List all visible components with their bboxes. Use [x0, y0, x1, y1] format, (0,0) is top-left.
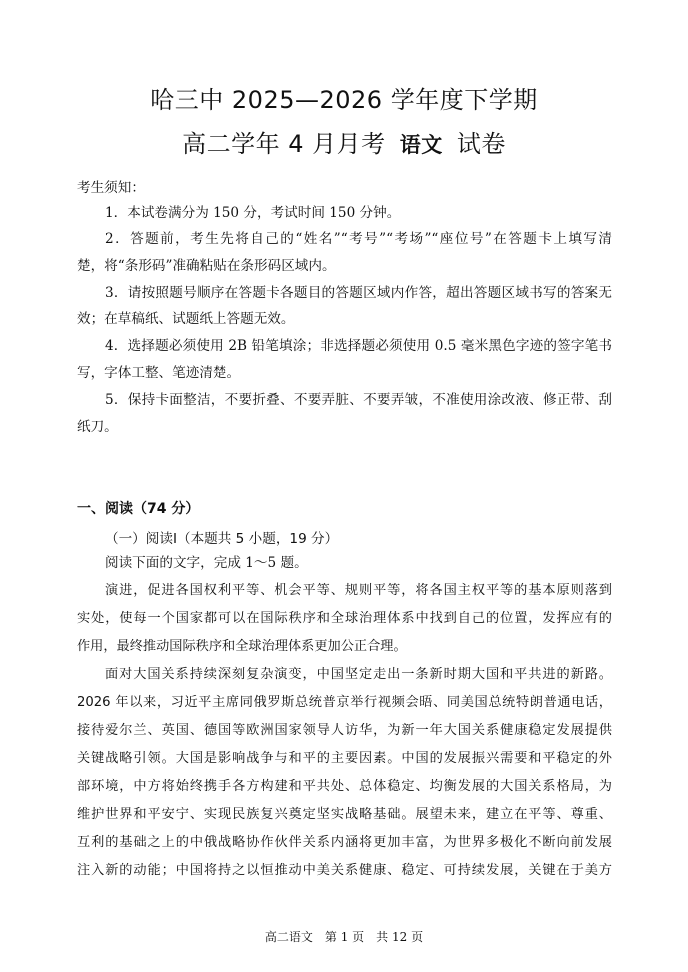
passage-line: 面对大国关系持续深刻复杂演变，中国坚定走出一条新时期大国和平共进的新路。 — [105, 667, 612, 682]
passage-line: 接待爱尔兰、英国、德国等欧洲国家领导人访华，为新一年大国关系健康稳定发展提供 — [77, 723, 612, 738]
page-footer: 高二语文 第 1 页 共 12 页 — [264, 930, 424, 944]
passage-line: 部环境，中方将始终携手各方构建和平共处、总体稳定、均衡发展的大国关系格局，为 — [77, 779, 612, 794]
title-grade: 高二学年 4 月月考 — [182, 130, 386, 158]
notice-item-4: 4．选择题必须使用 2B 铅笔填涂；非选择题必须使用 0.5 毫米黑色字迹的签字笔书 — [105, 338, 612, 354]
passage-line: 演进，促进各国权利平等、机会平等、规则平等，将各国主权平等的基本原则落到 — [105, 583, 612, 598]
subsection-heading: （一）阅读Ⅰ（本题共 5 小题，19 分） — [105, 531, 339, 547]
notice-item-5-cont: 纸刀。 — [77, 419, 118, 435]
passage-line: 互利的基础之上的中俄战略协作伙伴关系内涵将更加丰富，为世界多极化不断向前发展 — [77, 835, 612, 850]
passage-line: 注入新的动能；中国将持之以恒推动中美关系健康、稳定、可持续发展，关键在于美方 — [77, 863, 612, 878]
section-heading: 一、阅读（74 分） — [77, 501, 200, 517]
notice-item-3: 3．请按照题号顺序在答题卡各题目的答题区域内作答，超出答题区域书写的答案无 — [105, 285, 612, 301]
passage-line: 实处，使每一个国家都可以在国际秩序和全球治理体系中找到自己的位置，发挥应有的 — [77, 611, 612, 626]
title-subject: 语文 — [399, 132, 443, 157]
passage-line: 2026 年以来，习近平主席同俄罗斯总统普京举行视频会晤、同美国总统特朗普通电话， — [77, 695, 612, 710]
notice-heading: 考生须知： — [77, 180, 145, 196]
notice-item-2-cont: 楚，将“条形码”准确粘贴在条形码区域内。 — [77, 258, 336, 274]
passage-line: 作用，最终推动国际秩序和全球治理体系更加公正合理。 — [77, 639, 407, 654]
passage-line: 关键战略引领。大国是影响战争与和平的主要因素。中国的发展振兴需要和平稳定的外 — [77, 751, 612, 766]
exam-title-line2 — [0, 124, 688, 159]
notice-item-1: 1．本试卷满分为 150 分，考试时间 150 分钟。 — [105, 205, 401, 221]
reading-instruction: 阅读下面的文字，完成 1～5 题。 — [105, 555, 308, 571]
notice-item-4-cont: 写，字体工整、笔迹清楚。 — [77, 365, 241, 381]
title-suffix: 试卷 — [456, 130, 506, 158]
notice-item-2: 2．答题前，考生先将自己的“姓名”“考号”“考场”“座位号”在答题卡上填写清 — [105, 231, 612, 247]
passage-line: 维护世界和平安宁、实现民族复兴奠定坚实战略基础。展望未来，建立在平等、尊重、 — [77, 807, 612, 822]
notice-item-5: 5．保持卡面整洁，不要折叠、不要弄脏、不要弄皱，不准使用涂改液、修正带、刮 — [105, 392, 612, 408]
exam-title-line1: 哈三中 2025—2026 学年度下学期 — [150, 86, 538, 114]
notice-item-3-cont: 效；在草稿纸、试题纸上答题无效。 — [77, 311, 295, 327]
